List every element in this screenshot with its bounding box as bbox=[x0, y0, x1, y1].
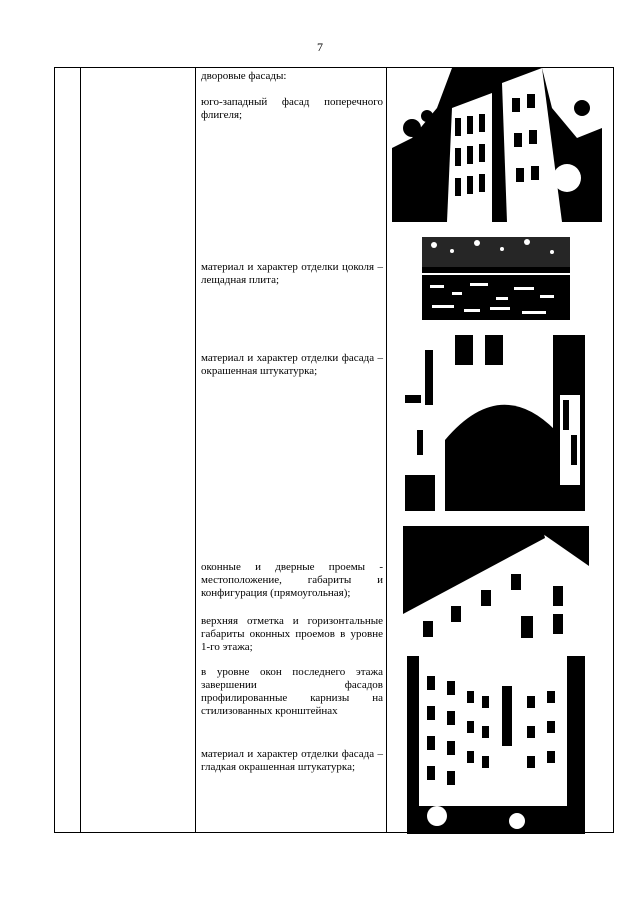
plinth-photo bbox=[422, 237, 570, 320]
text-window-door-openings: оконные и дверные проемы - местоположение, габариты и конфигурация (прямоугольная); bbox=[201, 561, 383, 599]
column-divider-2 bbox=[195, 68, 196, 832]
text-facade-material-painted: материал и характер отделки фасада – окрашенная штукатурка; bbox=[201, 352, 383, 377]
column-divider-3 bbox=[386, 68, 387, 832]
text-southwest-facade: юго-западный фасад поперечного флигеля; bbox=[201, 96, 383, 121]
features-table bbox=[54, 67, 614, 833]
facade-photo-1 bbox=[392, 68, 602, 222]
window-openings-photo bbox=[403, 526, 589, 644]
text-courtyard-facades: дворовые фасады: bbox=[201, 70, 287, 82]
text-facade-material-smooth: материал и характер отделки фасада – гладкая окрашенная штукатурка; bbox=[201, 748, 383, 773]
text-window-top-mark: верхняя отметка и горизонтальные габариты оконных проемов в уровне 1-го этажа; bbox=[201, 615, 383, 653]
text-plinth-material: материал и характер отделки цоколя – лещадная плита; bbox=[201, 261, 383, 286]
text-cornices: в уровне окон последнего этажа завершении фасадов профилированные карнизы на стилизованных кронштейнах bbox=[201, 666, 383, 717]
courtyard-photo bbox=[407, 656, 585, 834]
column-divider-1 bbox=[80, 68, 81, 832]
arch-facade-photo bbox=[405, 335, 585, 511]
page-number: 7 bbox=[317, 40, 323, 54]
